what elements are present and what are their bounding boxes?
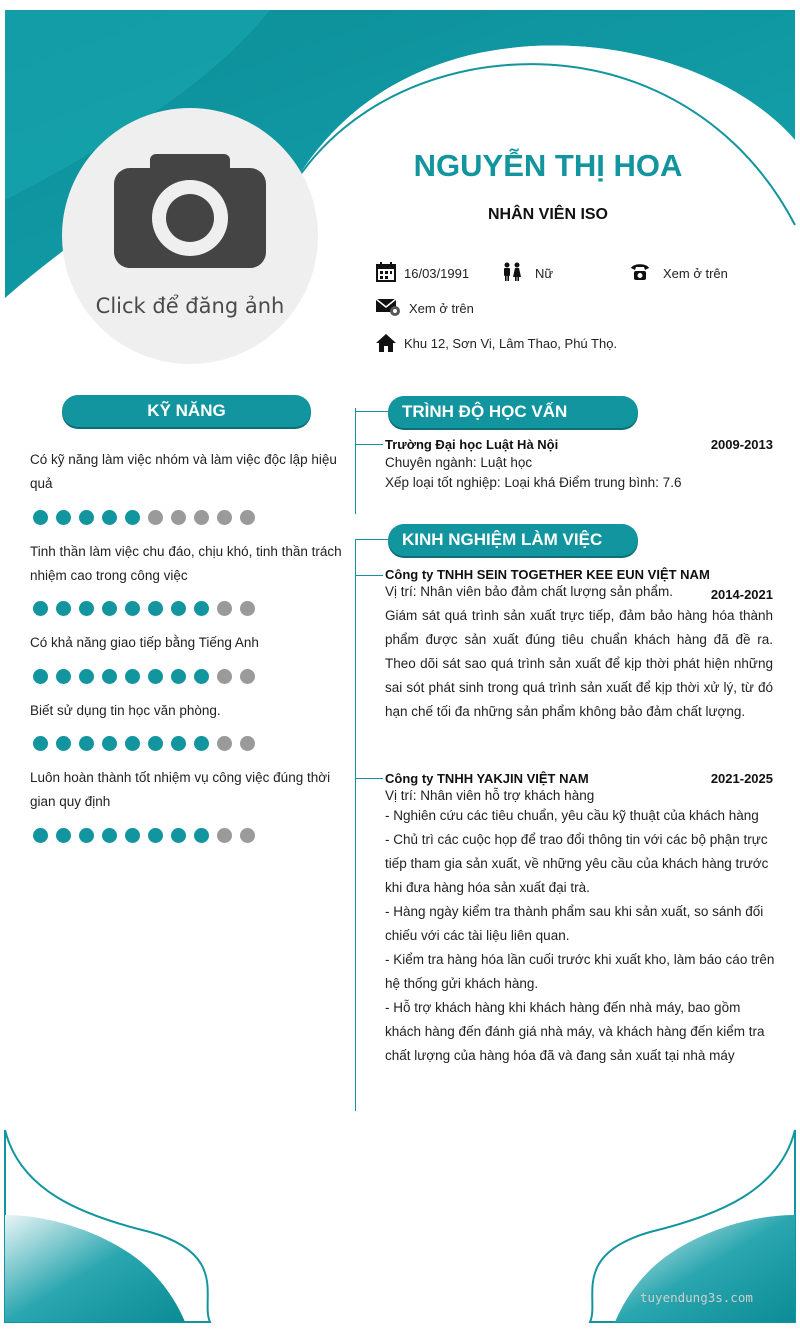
job-2-duty: - Chủ trì các cuộc họp để trao đổi thông tin với các bộ phận trực tiếp tham gia sản xuất, về những yêu cầu của khách hàng trước khi đưa hàng hóa sản xuất đại trà. <box>385 832 769 895</box>
rating-dot-empty <box>217 736 232 751</box>
job-2-position: Vị trí: Nhân viên hỗ trợ khách hàng <box>385 788 595 803</box>
rating-dot-filled <box>33 828 48 843</box>
gender-value: Nữ <box>535 266 554 281</box>
job-2-duty: - Nghiên cứu các tiêu chuẩn, yêu cầu kỹ thuật của khách hàng <box>385 808 759 823</box>
rating-dot-filled <box>56 601 71 616</box>
rating-dot-filled <box>125 828 140 843</box>
email-icon <box>376 297 402 317</box>
gender-icon <box>502 262 522 282</box>
job-2-duties <box>385 804 775 1068</box>
job-title: NHÂN VIÊN ISO <box>487 206 608 223</box>
rating-dot-filled <box>56 510 71 525</box>
timeline-tick-education <box>355 444 383 445</box>
rating-dot-filled <box>102 669 117 684</box>
rating-dot-empty <box>240 669 255 684</box>
rating-dot-filled <box>56 736 71 751</box>
rating-dot-empty <box>171 510 186 525</box>
rating-dot-filled <box>194 669 209 684</box>
photo-upload-label[interactable]: Click để đăng ảnh <box>95 294 285 318</box>
rating-dot-filled <box>148 828 163 843</box>
rating-dot-filled <box>79 669 94 684</box>
rating-dot-empty <box>217 828 232 843</box>
job-2-duty: - Kiểm tra hàng hóa lần cuối trước khi xuất kho, làm báo cáo trên hệ thống gửi khách hàng. <box>385 952 775 991</box>
education-school: Trường Đại học Luật Hà Nội <box>385 437 559 452</box>
phone-value: Xem ở trên <box>663 266 728 281</box>
rating-dot-filled <box>125 669 140 684</box>
rating-dot-filled <box>102 601 117 616</box>
skill-item-4: Biết sử dụng tin học văn phòng. <box>30 703 221 718</box>
education-heading: TRÌNH ĐỘ HỌC VẤN <box>388 396 638 428</box>
birthday-value: 16/03/1991 <box>404 266 470 281</box>
job-2-years: 2021-2025 <box>710 771 773 786</box>
job-1-description: Giám sát quá trình sản xuất trực tiếp, đảm bảo hàng hóa thành phẩm được sản xuất đúng tiêu chuẩn khách hàng đã đề ra. Theo dõi sát sao quá trình sản xuất để kịp thời phát hiện những sai sót phát sinh trong quá trình sản xuất để kịp thời xử lý, từ đó hạn chế tối đa những sản phẩm không bảo đảm chất lượng. <box>385 608 773 719</box>
job-2-duty: - Hỗ trợ khách hàng khi khách hàng đến nhà máy, bao gồm khách hàng đến đánh giá nhà máy, và khách hàng đến kiểm tra chất lượng của hàng hóa đã và đang sản xuất tại nhà máy <box>385 1000 765 1063</box>
rating-dot-filled <box>171 736 186 751</box>
experience-heading: KINH NGHIỆM LÀM VIỆC <box>388 524 638 556</box>
timeline-education <box>355 408 356 514</box>
camera-icon <box>112 154 268 274</box>
job-2-company: Công ty TNHH YAKJIN VIỆT NAM <box>385 771 589 786</box>
job-1-company: Công ty TNHH SEIN TOGETHER KEE EUN VIỆT NAM <box>385 567 710 582</box>
rating-dot-filled <box>56 669 71 684</box>
rating-dot-filled <box>171 828 186 843</box>
rating-dot-filled <box>102 510 117 525</box>
rating-dot-filled <box>56 828 71 843</box>
job-1-position: Vị trí: Nhân viên bảo đảm chất lượng sản phẩm. <box>385 584 674 599</box>
rating-dot-filled <box>148 669 163 684</box>
timeline-connector-education <box>355 411 388 412</box>
rating-dot-empty <box>148 510 163 525</box>
rating-dot-filled <box>79 510 94 525</box>
contact-info <box>376 262 776 362</box>
timeline-connector-experience <box>355 539 388 540</box>
skills-heading: KỸ NĂNG <box>62 395 311 427</box>
rating-dot-filled <box>148 736 163 751</box>
rating-dot-empty <box>240 601 255 616</box>
rating-dot-filled <box>125 510 140 525</box>
rating-dot-filled <box>171 601 186 616</box>
skill-item-2: Tinh thần làm việc chu đáo, chịu khó, tinh thần trách nhiệm cao trong công việc <box>30 544 342 583</box>
candidate-name: NGUYỄN THỊ HOA <box>413 148 683 183</box>
rating-dot-filled <box>33 601 48 616</box>
home-icon <box>376 334 396 352</box>
rating-dot-filled <box>102 828 117 843</box>
rating-dot-empty <box>217 510 232 525</box>
rating-dot-filled <box>125 736 140 751</box>
timeline-experience <box>355 539 356 1111</box>
skill-item-1: Có kỹ năng làm việc nhóm và làm việc độc lập hiệu quả <box>30 452 337 491</box>
rating-dot-empty <box>217 669 232 684</box>
rating-dot-filled <box>33 669 48 684</box>
rating-dot-filled <box>194 828 209 843</box>
rating-dot-empty <box>240 736 255 751</box>
timeline-tick-job-2 <box>355 778 383 779</box>
email-value: Xem ở trên <box>409 301 474 316</box>
rating-dot-filled <box>102 736 117 751</box>
rating-dot-filled <box>171 669 186 684</box>
job-2-duty: - Hàng ngày kiểm tra thành phẩm sau khi sản xuất, so sánh đối chiếu với các tài liệu liên quan. <box>385 904 764 943</box>
rating-dot-empty <box>194 510 209 525</box>
calendar-icon <box>376 262 396 282</box>
rating-dot-filled <box>79 828 94 843</box>
rating-dot-filled <box>33 736 48 751</box>
address-value: Khu 12, Sơn Vi, Lâm Thao, Phú Thọ. <box>404 336 618 351</box>
watermark: tuyendung3s.com <box>640 1290 753 1305</box>
rating-dot-filled <box>79 601 94 616</box>
education-grade: Xếp loại tốt nghiệp: Loại khá Điểm trung bình: 7.6 <box>385 475 682 490</box>
rating-dot-filled <box>79 736 94 751</box>
skill-item-3: Có khả năng giao tiếp bằng Tiếng Anh <box>30 635 259 650</box>
skill-item-5: Luôn hoàn thành tốt nhiệm vụ công việc đúng thời gian quy định <box>30 770 331 809</box>
photo-placeholder[interactable] <box>62 108 318 364</box>
rating-dot-empty <box>240 828 255 843</box>
rating-dot-empty <box>240 510 255 525</box>
rating-dot-filled <box>148 601 163 616</box>
rating-dot-filled <box>194 736 209 751</box>
rating-dot-filled <box>194 601 209 616</box>
education-major: Chuyên ngành: Luật học <box>385 455 533 470</box>
rating-dot-empty <box>217 601 232 616</box>
timeline-tick-job-1 <box>355 575 383 576</box>
phone-icon <box>630 262 650 282</box>
rating-dot-filled <box>33 510 48 525</box>
job-1-years: 2014-2021 <box>710 587 773 602</box>
education-years: 2009-2013 <box>710 437 773 452</box>
rating-dot-filled <box>125 601 140 616</box>
